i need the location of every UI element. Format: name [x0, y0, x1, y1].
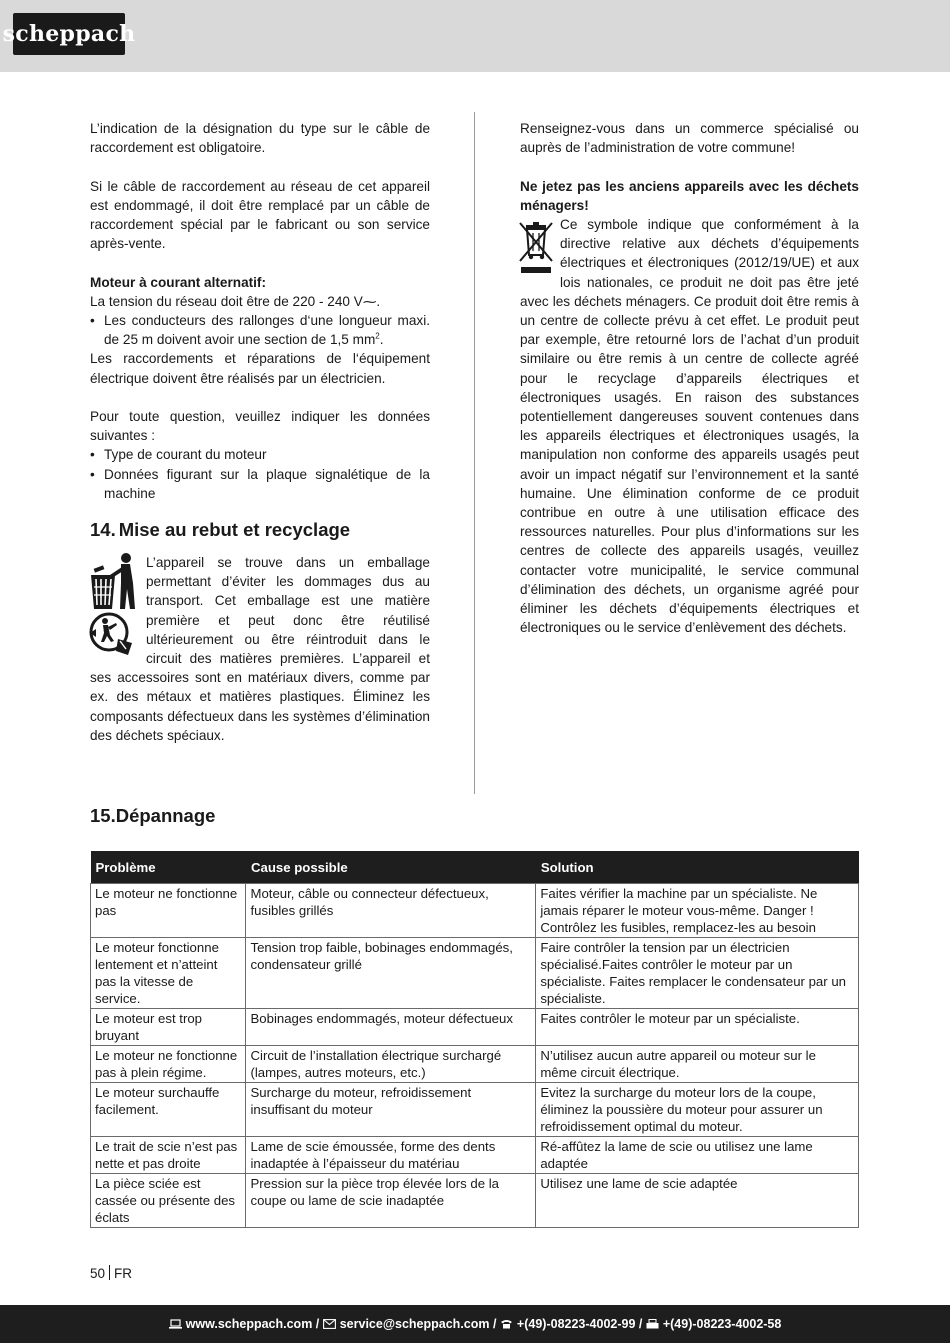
problem-cell: Le moteur ne fonctionne pas à plein régime. [91, 1046, 246, 1083]
disposal-icons [88, 553, 140, 657]
email-icon [323, 1319, 336, 1329]
solution-cell: Utilisez une lame de scie adaptée [536, 1174, 859, 1228]
list-item: • Type de courant du moteur [90, 445, 430, 464]
right-column [520, 119, 859, 637]
table-row [91, 884, 859, 938]
solution-cell: Faites contrôler le moteur par un spécialiste. [536, 1009, 859, 1046]
problem-cell: Le moteur fonctionne lentement et n’atteint pas la vitesse de service. [91, 938, 246, 1009]
website-link[interactable]: www.scheppach.com [185, 1317, 313, 1331]
table-row [91, 1137, 859, 1174]
trash-bin-person-icon [88, 553, 138, 611]
electrician-paragraph: Les raccordements et réparations de l‘équipement électrique doivent être réalisés par un électricien. [90, 351, 430, 386]
extension-cable-list [90, 311, 430, 349]
table-row [91, 1046, 859, 1083]
table-row [91, 1174, 859, 1228]
motor-ac-heading: Moteur à courant alternatif: [90, 274, 266, 290]
cause-cell: Pression sur la pièce trop élevée lors de la coupe ou lame de scie inadaptée [246, 1174, 536, 1228]
header-band [0, 0, 950, 72]
cause-cell: Tension trop faible, bobinages endommagés, condensateur grillé [246, 938, 536, 1009]
solution-cell: Faire contrôler la tension par un électricien spécialisé.Faites contrôler le moteur par un spécialiste. Faites remplacer le condensateur par un spécialiste. [536, 938, 859, 1009]
email-link[interactable]: service@scheppach.com [339, 1317, 490, 1331]
solution-cell: N’utilisez aucun autre appareil ou moteur sur le même circuit électrique. [536, 1046, 859, 1083]
motor-voltage-text: La tension du réseau doit être de 220 - 240 V⁓. [90, 293, 381, 309]
list-item: • Les conducteurs des rallonges d‘une longueur maxi. de 25 m doivent avoir une section de 1,5 $mm^2$. [90, 311, 430, 349]
crossed-bin-weee-icon [518, 217, 556, 277]
cause-cell: Moteur, câble ou connecteur défectueux, fusibles grillés [246, 884, 536, 938]
questions-paragraph: Pour toute question, veuillez indiquer les données suivantes : [90, 409, 430, 444]
scheppach-logo: scheppach [13, 13, 125, 55]
cause-cell: Lame de scie émoussée, forme des dents inadaptée à l’épaisseur du matériau [246, 1137, 536, 1174]
problem-cell: Le moteur ne fonctionne pas [91, 884, 246, 938]
cause-cell: Circuit de l’installation électrique surchargé (lampes, autres moteurs, etc.) [246, 1046, 536, 1083]
no-household-waste-heading: Ne jetez pas les anciens appareils avec les déchets ménagers! [520, 178, 859, 213]
disposal-paragraph: L’appareil se trouve dans un emballage permettant d’éviter les dommages dus au transport. Cet emballage est une matière première et peut donc être réutilisé ultérieurement ou être réintroduit dans le circuit des matières premières. L’appareil et ses accessoires sont en matériaux divers, comme par ex. des métaux et matières plastiques. Éliminez les composants défectueux dans les systèmes d’élimination des déchets spéciaux. [90, 555, 430, 743]
fax-icon [646, 1319, 659, 1329]
phone-number: +(49)-08223-4002-99 [516, 1317, 636, 1331]
solution-cell: Evitez la surcharge du moteur lors de la coupe, éliminez la poussière du moteur pour assurer un refroidissement optimal du moteur. [536, 1083, 859, 1137]
column-divider [474, 112, 475, 794]
left-column [90, 119, 430, 745]
cause-cell: Surcharge du moteur, refroidissement insuffisant du moteur [246, 1083, 536, 1137]
table-row [91, 1009, 859, 1046]
problem-cell: La pièce sciée est cassée ou présente des éclats [91, 1174, 246, 1228]
footer-contact-bar: www.scheppach.com / service@scheppach.com / +(49)-08223-4002-99 / +(49)-08223-4002-58 [0, 1305, 950, 1343]
fax-number: +(49)-08223-4002-58 [662, 1317, 782, 1331]
phone-icon [500, 1319, 513, 1329]
header-cause: Cause possible [246, 851, 536, 884]
problem-cell: Le moteur est trop bruyant [91, 1009, 246, 1046]
troubleshooting-table [90, 851, 859, 1228]
problem-cell: Le moteur surchauffe facilement. [91, 1083, 246, 1137]
laptop-icon [169, 1319, 182, 1329]
list-item: • Données figurant sur la plaque signalétique de la machine [90, 465, 430, 503]
weee-directive-paragraph: Ce symbole indique que conformément à la directive relative aux déchets d’équipements électriques et électroniques (2012/19/UE) et aux lois nationales, ce produit ne doit pas être jeté avec les déchets ménagers. Ce produit doit être remis à un centre de collecte prévu à cet effet. Le produit peut par exemple, être retourné lors de l’achat d’un produit similaire ou être remis à un centre de collecte agréé pour le recyclage d’appareils électriques et électroniques usagés. En raison des substances potentiellement dangereuses souvent contenues dans les appareils électriques et électroniques usagés, la manipulation non conforme des appareils usagés peut avoir un impact négatif sur l’environnement et la santé humaine. Une élimination conforme de ce produit contribue en outre à une utilisation efficace des ressources naturelles. Pour plus d’informations sur les centres de collecte des appareils usagés, veuillez contacter votre municipalité, le service communal d’élimination des déchets, un organisme agréé pour éliminer les déchets d’équipements électriques et électroniques ou le service d’enlèvement des déchets. [520, 217, 859, 636]
problem-cell: Le trait de scie n’est pas nette et pas droite [91, 1137, 246, 1174]
inquire-paragraph: Renseignez-vous dans un commerce spécialisé ou auprès de l’administration de votre commune! [520, 121, 859, 156]
table-header-row [91, 851, 859, 884]
header-solution: Solution [536, 851, 859, 884]
header-problem: Problème [91, 851, 246, 884]
table-row [91, 938, 859, 1009]
cable-type-paragraph: L’indication de la désignation du type sur le câble de raccordement est obligatoire. [90, 121, 430, 156]
solution-cell: Faites vérifier la machine par un spécialiste. Ne jamais réparer le moteur vous-même. Danger ! Contrôlez les fusibles, remplacez-les au besoin [536, 884, 859, 938]
section-14-heading: 14. Mise au rebut et recyclage [90, 519, 351, 541]
required-data-list [90, 445, 430, 503]
table-row [91, 1083, 859, 1137]
cause-cell: Bobinages endommagés, moteur défectueux [246, 1009, 536, 1046]
section-15-heading: 15.Dépannage [90, 805, 216, 826]
recycle-hand-icon [88, 611, 134, 657]
cable-damage-paragraph: Si le câble de raccordement au réseau de cet appareil est endommagé, il doit être remplacé par un câble de raccordement spécial par le fabricant ou son service après-vente. [90, 178, 430, 252]
page-number: 50 FR [90, 1266, 133, 1281]
solution-cell: Ré-affûtez la lame de scie ou utilisez une lame adaptée [536, 1137, 859, 1174]
